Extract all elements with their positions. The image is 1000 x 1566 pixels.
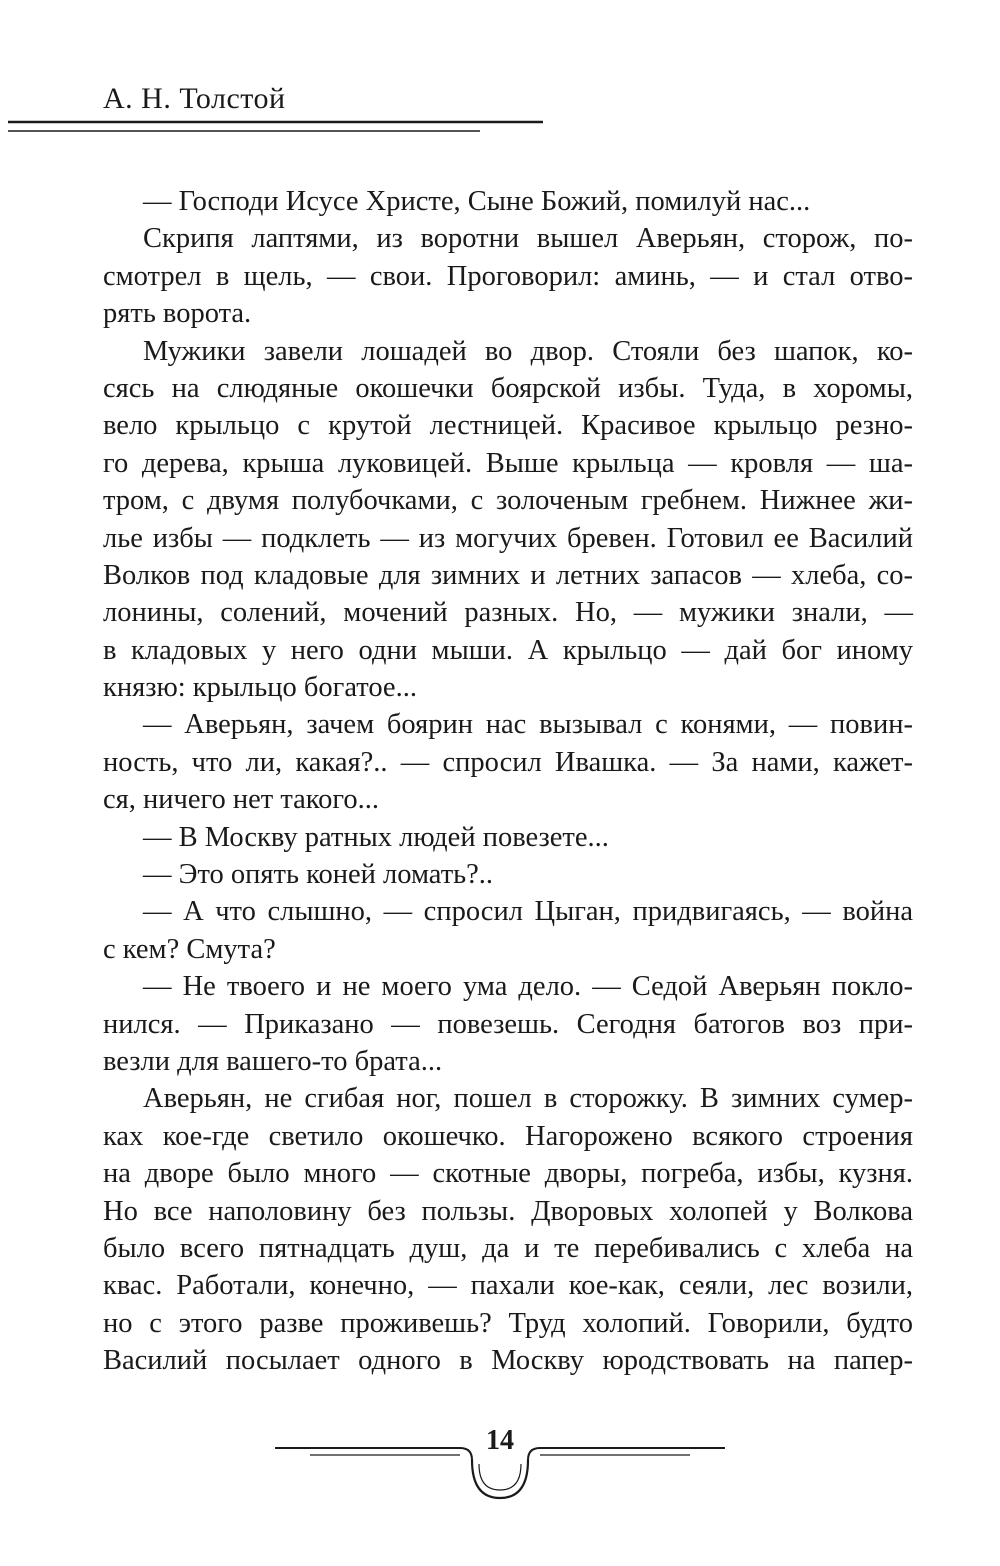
text-line: вело крыльцо с крутой лестницей. Красивое крыльцо резно- [103,410,913,442]
text-line: нился. — Приказано — повезешь. Сегодня батогов воз при- [103,1008,913,1040]
text-line: ность, что ли, какая?.. — спросил Ивашка. — За нами, кажет- [103,746,913,778]
text-line: Василий посылает одного в Москву юродствовать на папер- [103,1345,913,1377]
text-line: го дерева, крыша луковицей. Выше крыльца — кровля — ша- [103,447,913,479]
header-double-rule [0,118,560,138]
text-line: но с этого разве проживешь? Труд холопий. Говорили, будто [103,1307,913,1339]
text-line: — Не твоего и не моего ума дело. — Седой Аверьян покло- [143,971,913,1003]
text-line: лонины, солений, мочений разных. Но, — мужики знали, — [103,597,913,629]
text-line: — В Москву ратных людей повезете... [143,821,609,853]
text-line: Аверьян, не сгибая ног, пошел в сторожку. В зимних сумер- [143,1083,913,1115]
running-header-author: А. Н. Толстой [103,82,286,115]
text-line: рять ворота. [103,298,252,330]
text-line: в кладовых у него одни мыши. А крыльцо — дай бог иному [103,634,913,666]
text-line: — Это опять коней ломать?.. [143,859,494,891]
text-line: тром, с двумя полубочками, с золоченым гребнем. Нижнее жи- [103,485,913,517]
text-line: Скрипя лаптями, из воротни вышел Аверьян, сторож, по- [143,223,913,255]
page-number: 14 [486,1425,514,1456]
text-line: — Господи Исусе Христе, Сыне Божий, помилуй нас... [143,186,811,217]
text-line: — Аверьян, зачем боярин нас вызывал с конями, — повин- [143,709,913,741]
text-line: ках кое-где светило окошечко. Нагорожено всякого строения [103,1120,913,1152]
text-line: сясь на слюдяные окошечки боярской избы. Туда, в хоромы, [103,372,913,404]
text-line: квас. Работали, конечно, — пахали кое-как, сеяли, лес возили, [103,1270,913,1302]
text-line: везли для вашего-то брата... [103,1045,443,1077]
text-line: с кем? Смута? [103,933,276,965]
page-body-text [103,183,913,1380]
text-line: на дворе было много — скотные дворы, погреба, избы, кузня. [103,1158,913,1190]
text-line: смотрел в щель, — свои. Проговорил: аминь, — и стал отво- [103,260,913,292]
text-line: ся, ничего нет такого... [103,784,380,816]
text-line: Волков под кладовые для зимних и летних запасов — хлеба, со- [103,559,913,591]
text-line: Но все наполовину без пользы. Дворовых холопей у Волкова [103,1195,913,1227]
text-line: было всего пятнадцать душ, да и те перебивались с хлеба на [103,1232,913,1264]
text-line: Мужики завели лошадей во двор. Стояли без шапок, ко- [143,335,913,367]
text-line: лье избы — подклеть — из могучих бревен. Готовил ее Василий [103,522,913,554]
text-line: — А что слышно, — спросил Цыган, придвигаясь, — война [143,896,913,928]
text-line: князю: крыльцо богатое... [103,672,417,704]
